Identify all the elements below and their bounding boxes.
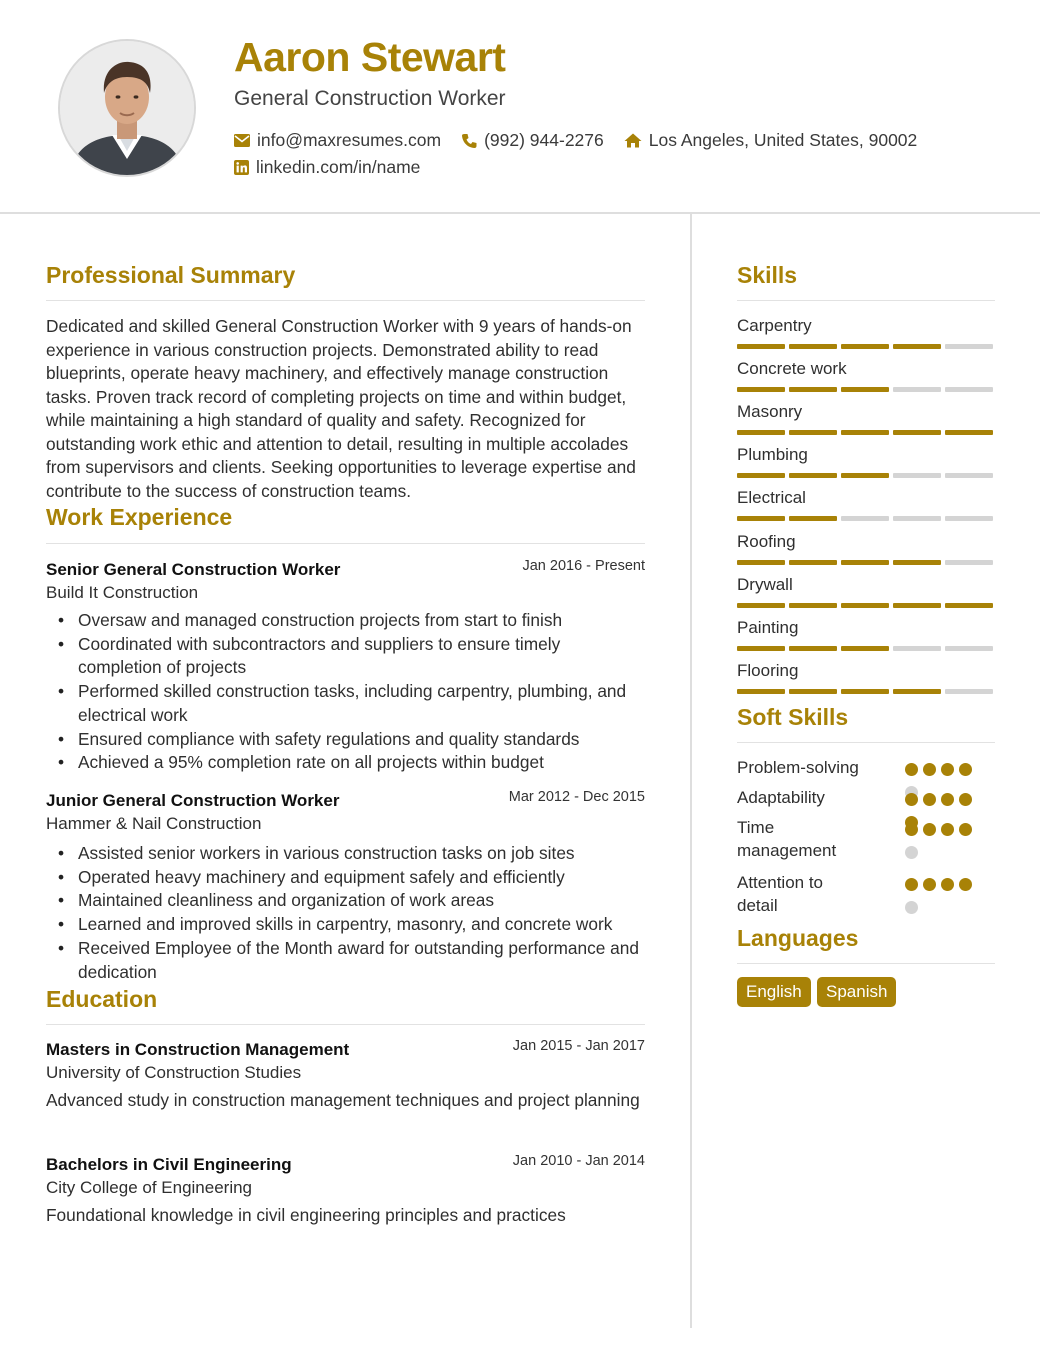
education-description: Foundational knowledge in civil engineering principles and practices (46, 1205, 566, 1225)
skill-level-bar (737, 516, 995, 521)
languages-list (737, 977, 995, 1009)
rating-dot (959, 823, 972, 836)
skill-segment (893, 646, 941, 651)
rating-dot (959, 793, 972, 806)
contact-linkedin[interactable] (234, 157, 420, 178)
education-entry (46, 1040, 645, 1113)
rating-dot (905, 793, 918, 806)
skill-name: Electrical (737, 488, 806, 508)
skill-item (737, 359, 995, 392)
summary-heading: Professional Summary (46, 262, 296, 288)
soft-skill-item (737, 756, 995, 779)
skill-segment (737, 473, 785, 478)
skill-segment (789, 430, 837, 435)
skill-segment (737, 646, 785, 651)
phone-text: (992) 944-2276 (484, 130, 604, 150)
job-entry (46, 791, 645, 984)
job-entry (46, 560, 645, 775)
soft-skills-heading: Soft Skills (737, 704, 849, 730)
skill-level-bar (737, 646, 995, 651)
rating-dot (941, 823, 954, 836)
contact-row-2 (234, 157, 440, 178)
skill-item (737, 402, 995, 435)
skill-segment (841, 560, 889, 565)
education-heading: Education (46, 986, 158, 1012)
skill-item (737, 488, 995, 521)
skill-segment (841, 344, 889, 349)
skill-name: Plumbing (737, 445, 808, 465)
job-company: Hammer & Nail Construction (46, 814, 262, 833)
resume-header (0, 0, 1040, 214)
skill-segment (945, 344, 993, 349)
soft-skill-name: Time management (737, 818, 837, 860)
rating-dot (905, 823, 918, 836)
skill-segment (893, 387, 941, 392)
rating-dot (941, 878, 954, 891)
skills-heading: Skills (737, 262, 798, 288)
soft-skill-name: Problem-solving (737, 758, 859, 777)
skill-segment (737, 387, 785, 392)
candidate-title: General Construction Worker (234, 87, 506, 110)
skill-item (737, 618, 995, 651)
skill-segment (737, 344, 785, 349)
envelope-icon (234, 134, 250, 147)
skill-segment (841, 603, 889, 608)
skill-segment (737, 560, 785, 565)
skill-segment (841, 430, 889, 435)
skill-item (737, 532, 995, 565)
contact-row (234, 130, 937, 151)
experience-rule (46, 543, 645, 544)
education-school: City College of Engineering (46, 1178, 253, 1197)
education-description: Advanced study in construction management techniques and project planning (46, 1090, 640, 1110)
skill-segment (737, 689, 785, 694)
skill-segment (945, 387, 993, 392)
contact-email[interactable] (234, 130, 441, 151)
soft-skill-name: Adaptability (737, 788, 825, 807)
bullet-item: • Coordinated with subcontractors and suppliers to ensure timely completion of projects (46, 633, 645, 680)
skill-name: Roofing (737, 531, 796, 551)
skill-segment (789, 646, 837, 651)
skill-segment (945, 603, 993, 608)
skill-segment (945, 646, 993, 651)
bullet-item: • Achieved a 95% completion rate on all projects within budget (46, 751, 645, 775)
rating-dot (905, 901, 918, 914)
bullet-item: • Operated heavy machinery and equipment safely and efficiently (46, 866, 645, 890)
education-date: Jan 2010 - Jan 2014 (512, 1153, 645, 1169)
skill-segment (841, 646, 889, 651)
bullet-item: • Maintained cleanliness and organization of work areas (46, 889, 645, 913)
skills-rule (737, 300, 995, 301)
bullet-item: • Received Employee of the Month award for outstanding performance and dedication (46, 937, 645, 984)
bullet-item: • Performed skilled construction tasks, including carpentry, plumbing, and electrical work (46, 680, 645, 727)
bullet-item: • Learned and improved skills in carpentry, masonry, and concrete work (46, 913, 645, 937)
skill-name: Drywall (737, 574, 793, 594)
skill-segment (945, 473, 993, 478)
skill-segment (789, 560, 837, 565)
soft-skill-item (737, 816, 995, 862)
skill-segment (945, 516, 993, 521)
education-school: University of Construction Studies (46, 1063, 302, 1082)
summary-text: Dedicated and skilled General Construction Worker with 9 years of hands-on experience in various construction projects. Demonstrated ability to read blueprints, operate heavy machinery, and effectively manage construction tasks. Proven track record of completing projects on time and within budget, while maintaining a high standard of quality and safety. Recognized for outstanding work ethic and attention to detail, resulting in multiple accolades from supervisors and clients. Seeking opportunities to leverage expertise and contribute to the success of construction teams. (46, 316, 636, 501)
candidate-name: Aaron Stewart (234, 34, 506, 80)
rating-dot (905, 878, 918, 891)
skill-segment (841, 689, 889, 694)
soft-skill-item (737, 786, 995, 809)
skill-level-bar (737, 689, 995, 694)
phone-icon (461, 133, 477, 149)
rating-dot (923, 878, 936, 891)
job-company: Build It Construction (46, 583, 199, 602)
skill-segment (945, 560, 993, 565)
skill-level-bar (737, 387, 995, 392)
skill-name: Concrete work (737, 359, 847, 379)
skill-segment (737, 603, 785, 608)
skill-segment (893, 430, 941, 435)
skill-item (737, 661, 995, 694)
rating-dot (905, 763, 918, 776)
home-icon (624, 133, 642, 148)
contact-phone[interactable] (461, 130, 604, 151)
skill-name: Masonry (737, 402, 803, 422)
rating-dot (923, 793, 936, 806)
skill-segment (893, 689, 941, 694)
contact-location (624, 130, 918, 151)
skill-segment (893, 473, 941, 478)
column-divider (690, 214, 692, 1328)
skill-segment (789, 689, 837, 694)
skill-segment (945, 689, 993, 694)
skill-segment (789, 473, 837, 478)
skill-segment (789, 516, 837, 521)
education-entry (46, 1155, 645, 1228)
soft-skills-list (737, 756, 995, 926)
skill-item (737, 316, 995, 349)
email-text: info@maxresumes.com (257, 130, 442, 150)
summary-rule (46, 300, 645, 301)
job-title: Junior General Construction Worker (46, 791, 340, 810)
rating-dot (923, 823, 936, 836)
skill-level-bar (737, 344, 995, 349)
education-date: Jan 2015 - Jan 2017 (512, 1038, 645, 1054)
soft-skills-rule (737, 742, 995, 743)
rating-dot (923, 763, 936, 776)
bullet-item: • Ensured compliance with safety regulations and quality standards (46, 728, 645, 752)
rating-dot (959, 763, 972, 776)
skill-item (737, 575, 995, 608)
rating-dot (941, 793, 954, 806)
linkedin-icon (234, 160, 249, 175)
languages-rule (737, 963, 995, 964)
job-date: Jan 2016 - Present (522, 558, 645, 574)
skill-name: Carpentry (737, 316, 812, 335)
location-text: Los Angeles, United States, 90002 (648, 130, 918, 150)
skill-segment (893, 344, 941, 349)
education-degree: Masters in Construction Management (46, 1040, 350, 1059)
languages-heading: Languages (737, 925, 859, 951)
skill-name: Painting (737, 617, 799, 637)
linkedin-text: linkedin.com/in/name (256, 157, 421, 177)
job-title: Senior General Construction Worker (46, 560, 341, 579)
skill-segment (841, 473, 889, 478)
language-badge: Spanish (817, 977, 896, 1007)
skill-level-bar (737, 560, 995, 565)
skill-segment (841, 516, 889, 521)
language-badge: English (737, 977, 811, 1007)
skill-segment (737, 516, 785, 521)
skill-level-bar (737, 603, 995, 608)
skill-segment (945, 430, 993, 435)
skill-segment (789, 344, 837, 349)
rating-dot (941, 763, 954, 776)
job-bullets (46, 842, 645, 984)
job-bullets (46, 609, 645, 775)
skill-segment (737, 430, 785, 435)
rating-dot (905, 846, 918, 859)
experience-heading: Work Experience (46, 504, 233, 530)
skill-segment (789, 603, 837, 608)
skill-segment (893, 560, 941, 565)
bullet-item: • Assisted senior workers in various construction tasks on job sites (46, 842, 645, 866)
soft-skill-name: Attention to detail (737, 873, 824, 915)
education-degree: Bachelors in Civil Engineering (46, 1155, 292, 1174)
profile-photo (58, 39, 196, 177)
skill-level-bar (737, 473, 995, 478)
soft-skill-item (737, 871, 995, 917)
skill-segment (893, 516, 941, 521)
job-date: Mar 2012 - Dec 2015 (508, 789, 645, 805)
bullet-item: • Oversaw and managed construction projects from start to finish (46, 609, 645, 633)
rating-dot (959, 878, 972, 891)
skill-level-bar (737, 430, 995, 435)
skill-item (737, 445, 995, 478)
avatar-illustration (60, 41, 194, 175)
skill-segment (789, 387, 837, 392)
education-rule (46, 1024, 645, 1025)
skill-segment (841, 387, 889, 392)
skill-name: Flooring (737, 660, 799, 680)
skill-segment (893, 603, 941, 608)
